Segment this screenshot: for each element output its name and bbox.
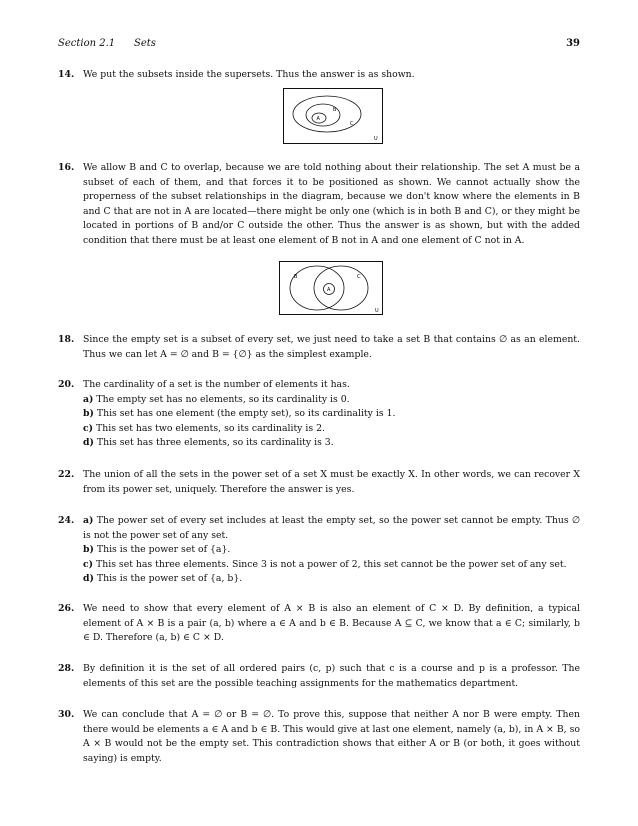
problem-number: 30. [58, 709, 75, 720]
section-title: Sets [134, 38, 156, 49]
section-label: Section 2.1 [58, 38, 116, 49]
problem-number: 18. [58, 334, 75, 345]
problem-number: 20. [58, 379, 75, 390]
label-b: B [333, 107, 337, 113]
page-header [58, 38, 580, 52]
problem-number: 14. [58, 69, 75, 80]
label-a: A [316, 116, 320, 122]
label-a: A [327, 287, 331, 293]
problem-number: 26. [58, 603, 75, 614]
problem-30 [58, 708, 580, 766]
part-c: c) This set has two elements, so its cardinality is 2. [83, 422, 325, 434]
problem-number: 24. [58, 515, 75, 526]
problem-26 [58, 602, 580, 646]
problem-text: Since the empty set is a subset of every set, we just need to take a set B that contains ∅ as an element. Thus we can let A = ∅ and B = {∅} as the simplest example. [83, 334, 580, 360]
problem-number: 22. [58, 469, 75, 480]
label-c: C [350, 121, 354, 127]
set-c-ellipse [314, 266, 368, 310]
problem-14 [58, 68, 580, 83]
part-a: a) The power set of every set includes at least the empty set, so the power set cannot be empty. Thus ∅ is not the power set of any set. [83, 515, 580, 541]
problem-24 [58, 514, 580, 587]
problem-text: We need to show that every element of A × B is also an element of C × D. By definition, a typical element of A × B is a pair (a, b) where a ∈ A and b ∈ B. Because A ⊆ C, we know that a ∈ C; similarly, b ∈ D. Therefore (a, b) ∈ C × D. [83, 603, 580, 644]
set-b-ellipse [290, 266, 344, 310]
label-c: C [357, 274, 361, 280]
problem-20 [58, 378, 580, 451]
part-d: d) This set has three elements, so its cardinality is 3. [83, 437, 334, 449]
problem-number: 16. [58, 162, 75, 173]
problem-18 [58, 333, 580, 362]
problem-22 [58, 468, 580, 497]
problem-intro: The cardinality of a set is the number of elements it has. [83, 379, 350, 390]
part-b: b) This is the power set of {a}. [83, 544, 231, 556]
universe-box [284, 89, 383, 144]
problem-16 [58, 161, 580, 249]
problem-28 [58, 662, 580, 691]
part-c: c) This set has three elements. Since 3 is not a power of 2, this set cannot be the power set of any set. [83, 558, 567, 570]
label-u: U [375, 308, 379, 314]
problem-text: We put the subsets inside the supersets. Thus the answer is as shown. [83, 69, 415, 80]
part-b: b) This set has one element (the empty set), so its cardinality is 1. [83, 408, 396, 420]
problem-text: By definition it is the set of all ordered pairs (c, p) such that c is a course and p is a professor. The elements of this set are the possible teaching assignments for the mathematics department. [83, 663, 580, 689]
problem-text: We can conclude that A = ∅ or B = ∅. To prove this, suppose that neither A nor B were empty. Then there would be elements a ∈ A and b ∈ B. This would give at last one element, namely (a, b), in A × B, so A × B would not be the empty set. This contradiction shows that either A or B (or both, it goes without saying) is empty. [83, 709, 580, 764]
part-a: a) The empty set has no elements, so its cardinality is 0. [83, 393, 350, 405]
problem-number: 28. [58, 663, 75, 674]
problem-text: We allow B and C to overlap, because we are told nothing about their relationship. The set A must be a subset of each of them, and that forces it to be positioned as shown. We cannot actually show the properness of the subset relationships in the diagram, because we don't know where the elements in B and C that are not in A are located—there might be only one (which is in both B and C), or they might be located in portions of B and/or C outside the other. Thus the answer is as shown, but with the added condition that there must be at least one element of B not in A and one element of C not in A. [83, 162, 580, 246]
page-number: 39 [566, 38, 580, 49]
problem-text: The union of all the sets in the power set of a set X must be exactly X. In other words, we can recover X from its power set, uniquely. Therefore the answer is yes. [83, 469, 580, 495]
label-u: U [374, 136, 378, 142]
venn-diagram-nested [283, 88, 383, 148]
part-d: d) This is the power set of {a, b}. [83, 573, 243, 585]
label-b: B [294, 274, 298, 280]
venn-diagram-overlap [279, 261, 383, 319]
